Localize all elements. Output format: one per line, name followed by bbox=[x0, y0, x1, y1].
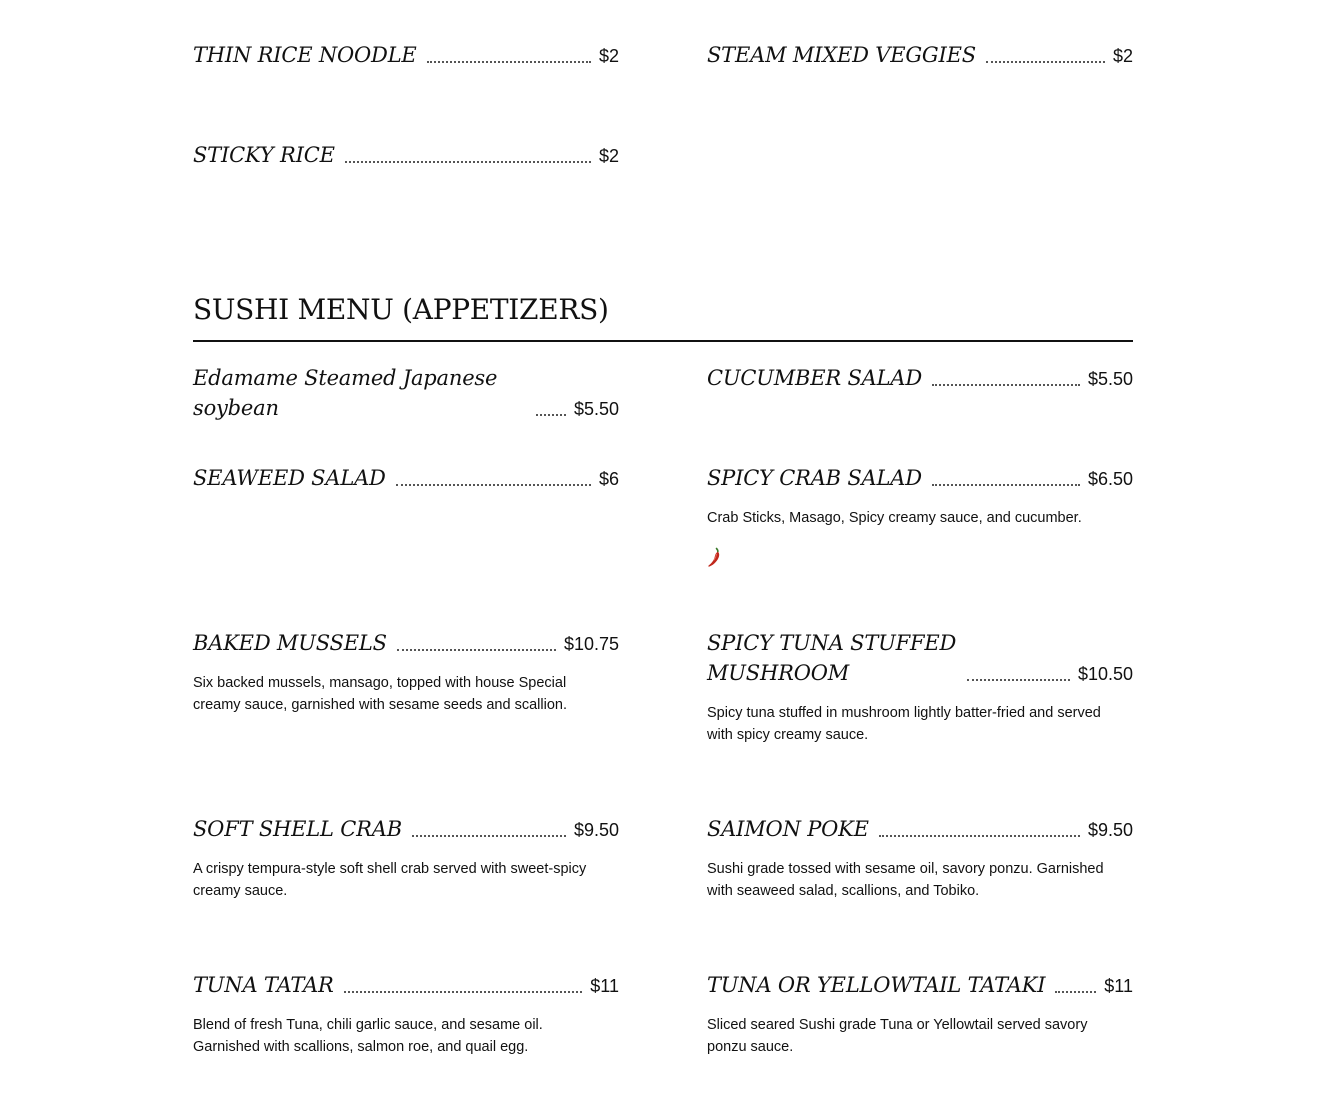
dot-leader bbox=[396, 483, 591, 486]
item-price: $5.50 bbox=[1087, 369, 1133, 389]
menu-item-cucumber-salad bbox=[707, 363, 1133, 393]
menu-item-soft-shell-crab bbox=[193, 814, 619, 902]
item-description: Spicy tuna stuffed in mushroom lightly batter-fried and served with spicy creamy sauce. bbox=[707, 705, 1101, 743]
item-name: TUNA OR YELLOWTAIL TATAKI bbox=[707, 973, 1046, 997]
dot-leader bbox=[412, 834, 566, 837]
dot-leader bbox=[879, 834, 1080, 837]
menu-item-thin-rice-noodle bbox=[193, 40, 619, 70]
dot-leader bbox=[967, 678, 1070, 681]
item-name: BAKED MUSSELS bbox=[193, 631, 387, 655]
item-price: $2 bbox=[598, 46, 619, 66]
item-description: Crab Sticks, Masago, Spicy creamy sauce, and cucumber. bbox=[707, 510, 1082, 526]
menu-item-tuna-yellowtail-tataki bbox=[707, 970, 1133, 1058]
item-name: SAIMON POKE bbox=[707, 817, 869, 841]
item-price: $2 bbox=[1112, 46, 1133, 66]
item-description: A crispy tempura-style soft shell crab served with sweet-spicy creamy sauce. bbox=[193, 861, 587, 899]
item-price: $9.50 bbox=[1087, 820, 1133, 840]
item-price: $10.75 bbox=[563, 634, 619, 654]
item-description: Blend of fresh Tuna, chili garlic sauce, and sesame oil. Garnished with scallions, salmon roe, and quail egg. bbox=[193, 1017, 543, 1055]
item-price: $9.50 bbox=[573, 820, 619, 840]
item-description: Sliced seared Sushi grade Tuna or Yellowtail served savory ponzu sauce. bbox=[707, 1017, 1088, 1055]
menu-item-baked-mussels bbox=[193, 628, 619, 716]
item-name: SOFT SHELL CRAB bbox=[193, 817, 402, 841]
menu-item-spicy-tuna-stuffed-mushroom bbox=[707, 628, 1133, 746]
item-name: SEAWEED SALAD bbox=[193, 466, 386, 490]
item-price: $6 bbox=[598, 469, 619, 489]
menu-item-edamame bbox=[193, 363, 619, 423]
section-title: SUSHI MENU (APPETIZERS) bbox=[193, 293, 609, 326]
dot-leader bbox=[932, 383, 1080, 386]
menu-item-sticky-rice bbox=[193, 140, 619, 170]
dot-leader bbox=[344, 990, 583, 993]
menu-item-tuna-tatar bbox=[193, 970, 619, 1058]
menu-item-seaweed-salad bbox=[193, 463, 619, 493]
item-name: CUCUMBER SALAD bbox=[707, 366, 922, 390]
dot-leader bbox=[1055, 990, 1096, 993]
item-description: Sushi grade tossed with sesame oil, savory ponzu. Garnished with seaweed salad, scallions, and Tobiko. bbox=[707, 861, 1104, 899]
item-name: Edamame Steamed Japanese soybean bbox=[193, 366, 498, 420]
item-name: STEAM MIXED VEGGIES bbox=[707, 43, 976, 67]
dot-leader bbox=[536, 413, 566, 416]
dot-leader bbox=[345, 160, 591, 163]
item-price: $6.50 bbox=[1087, 469, 1133, 489]
item-name: SPICY TUNA STUFFED MUSHROOM bbox=[707, 631, 957, 685]
item-price: $11 bbox=[590, 976, 619, 996]
section-divider bbox=[193, 340, 1133, 342]
dot-leader bbox=[427, 60, 591, 63]
dot-leader bbox=[986, 60, 1105, 63]
item-name: THIN RICE NOODLE bbox=[193, 43, 417, 67]
item-price: $11 bbox=[1104, 976, 1133, 996]
chili-pepper-icon bbox=[707, 547, 723, 569]
item-name: SPICY CRAB SALAD bbox=[707, 466, 922, 490]
dot-leader bbox=[932, 483, 1080, 486]
item-price: $5.50 bbox=[573, 399, 619, 419]
menu-item-steam-mixed-veggies bbox=[707, 40, 1133, 70]
item-name: STICKY RICE bbox=[193, 143, 335, 167]
menu-item-saimon-poke bbox=[707, 814, 1133, 902]
dot-leader bbox=[397, 648, 556, 651]
item-price: $2 bbox=[598, 146, 619, 166]
item-price: $10.50 bbox=[1077, 664, 1133, 684]
menu-item-spicy-crab-salad bbox=[707, 463, 1133, 569]
item-description: Six backed mussels, mansago, topped with house Special creamy sauce, garnished with sesame seeds and scallion. bbox=[193, 675, 567, 713]
item-name: TUNA TATAR bbox=[193, 973, 334, 997]
